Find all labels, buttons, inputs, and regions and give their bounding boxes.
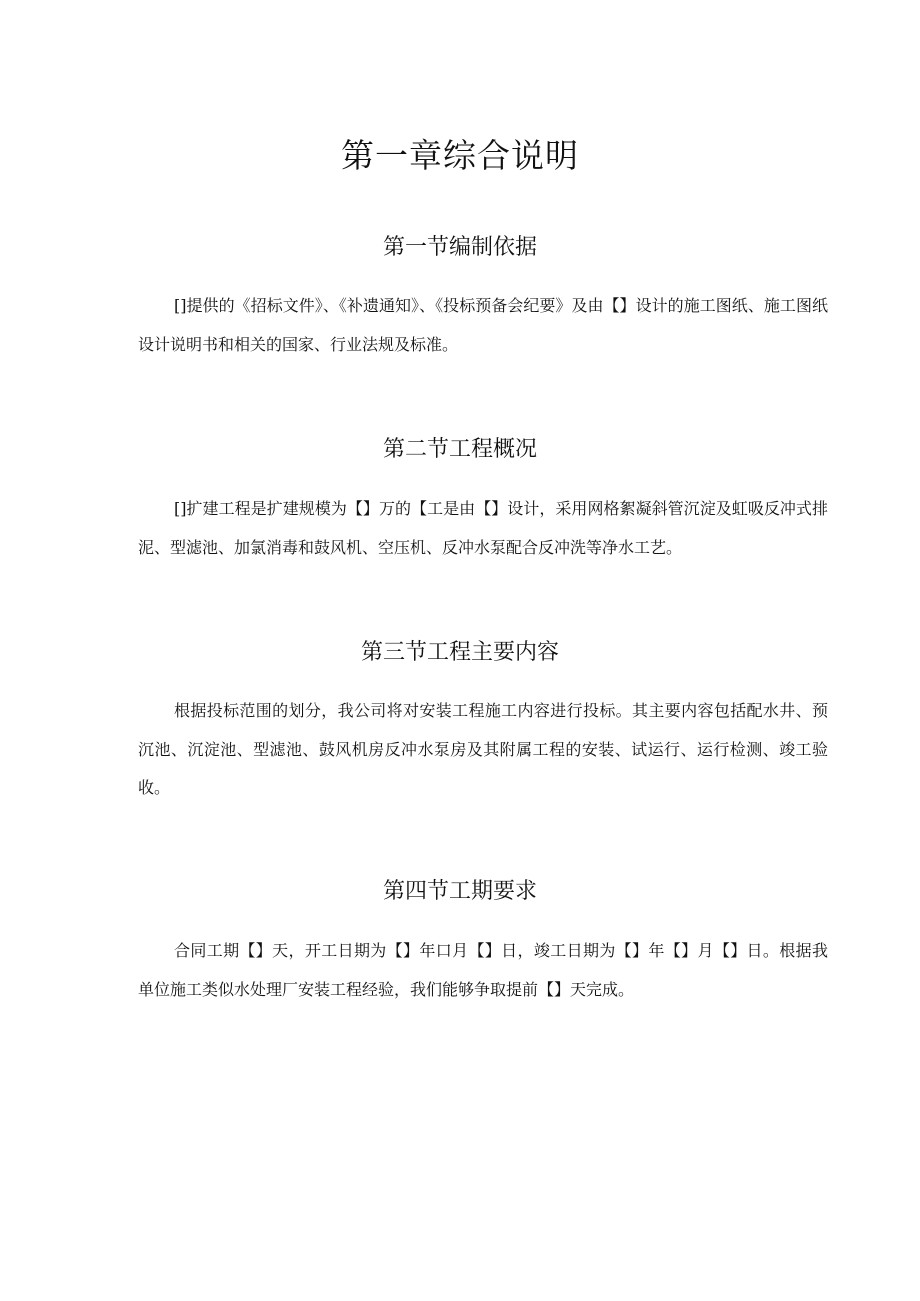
section-title-scope: 第三节工程主要内容 bbox=[360, 640, 559, 665]
chapter-title: 第一章综合说明 bbox=[341, 136, 579, 175]
section-title-schedule: 第四节工期要求 bbox=[382, 879, 537, 904]
section-body-overview: []扩建工程是扩建规模为【】万的【工是由【】设计，采用网格絮凝斜管沉淀及虹吸反冲式排泥、型滤池、加氯消毒和鼓风机、空压机、反冲水泵配合反冲洗等净水工艺。 bbox=[138, 499, 828, 557]
section-title-overview: 第二节工程概况 bbox=[382, 437, 537, 462]
section-body-schedule: 合同工期【】天，开工日期为【】年口月【】日，竣工日期为【】年【】月【】日。根据我单位施工类似水处理厂安装工程经验，我们能够争取提前【】天完成。 bbox=[138, 941, 828, 999]
section-body-scope: 根据投标范围的划分，我公司将对安装工程施工内容进行投标。其主要内容包括配水井、预沉池、沉淀池、型滤池、鼓风机房反冲水泵房及其附属工程的安装、试运行、运行检测、竣工验收。 bbox=[138, 701, 828, 797]
section-body-basis: []提供的《招标文件》、《补遗通知》、《投标预备会纪要》及由【】设计的施工图纸、施工图纸设计说明书和相关的国家、行业法规及标准。 bbox=[138, 296, 828, 354]
section-title-basis: 第一节编制依据 bbox=[382, 235, 537, 260]
